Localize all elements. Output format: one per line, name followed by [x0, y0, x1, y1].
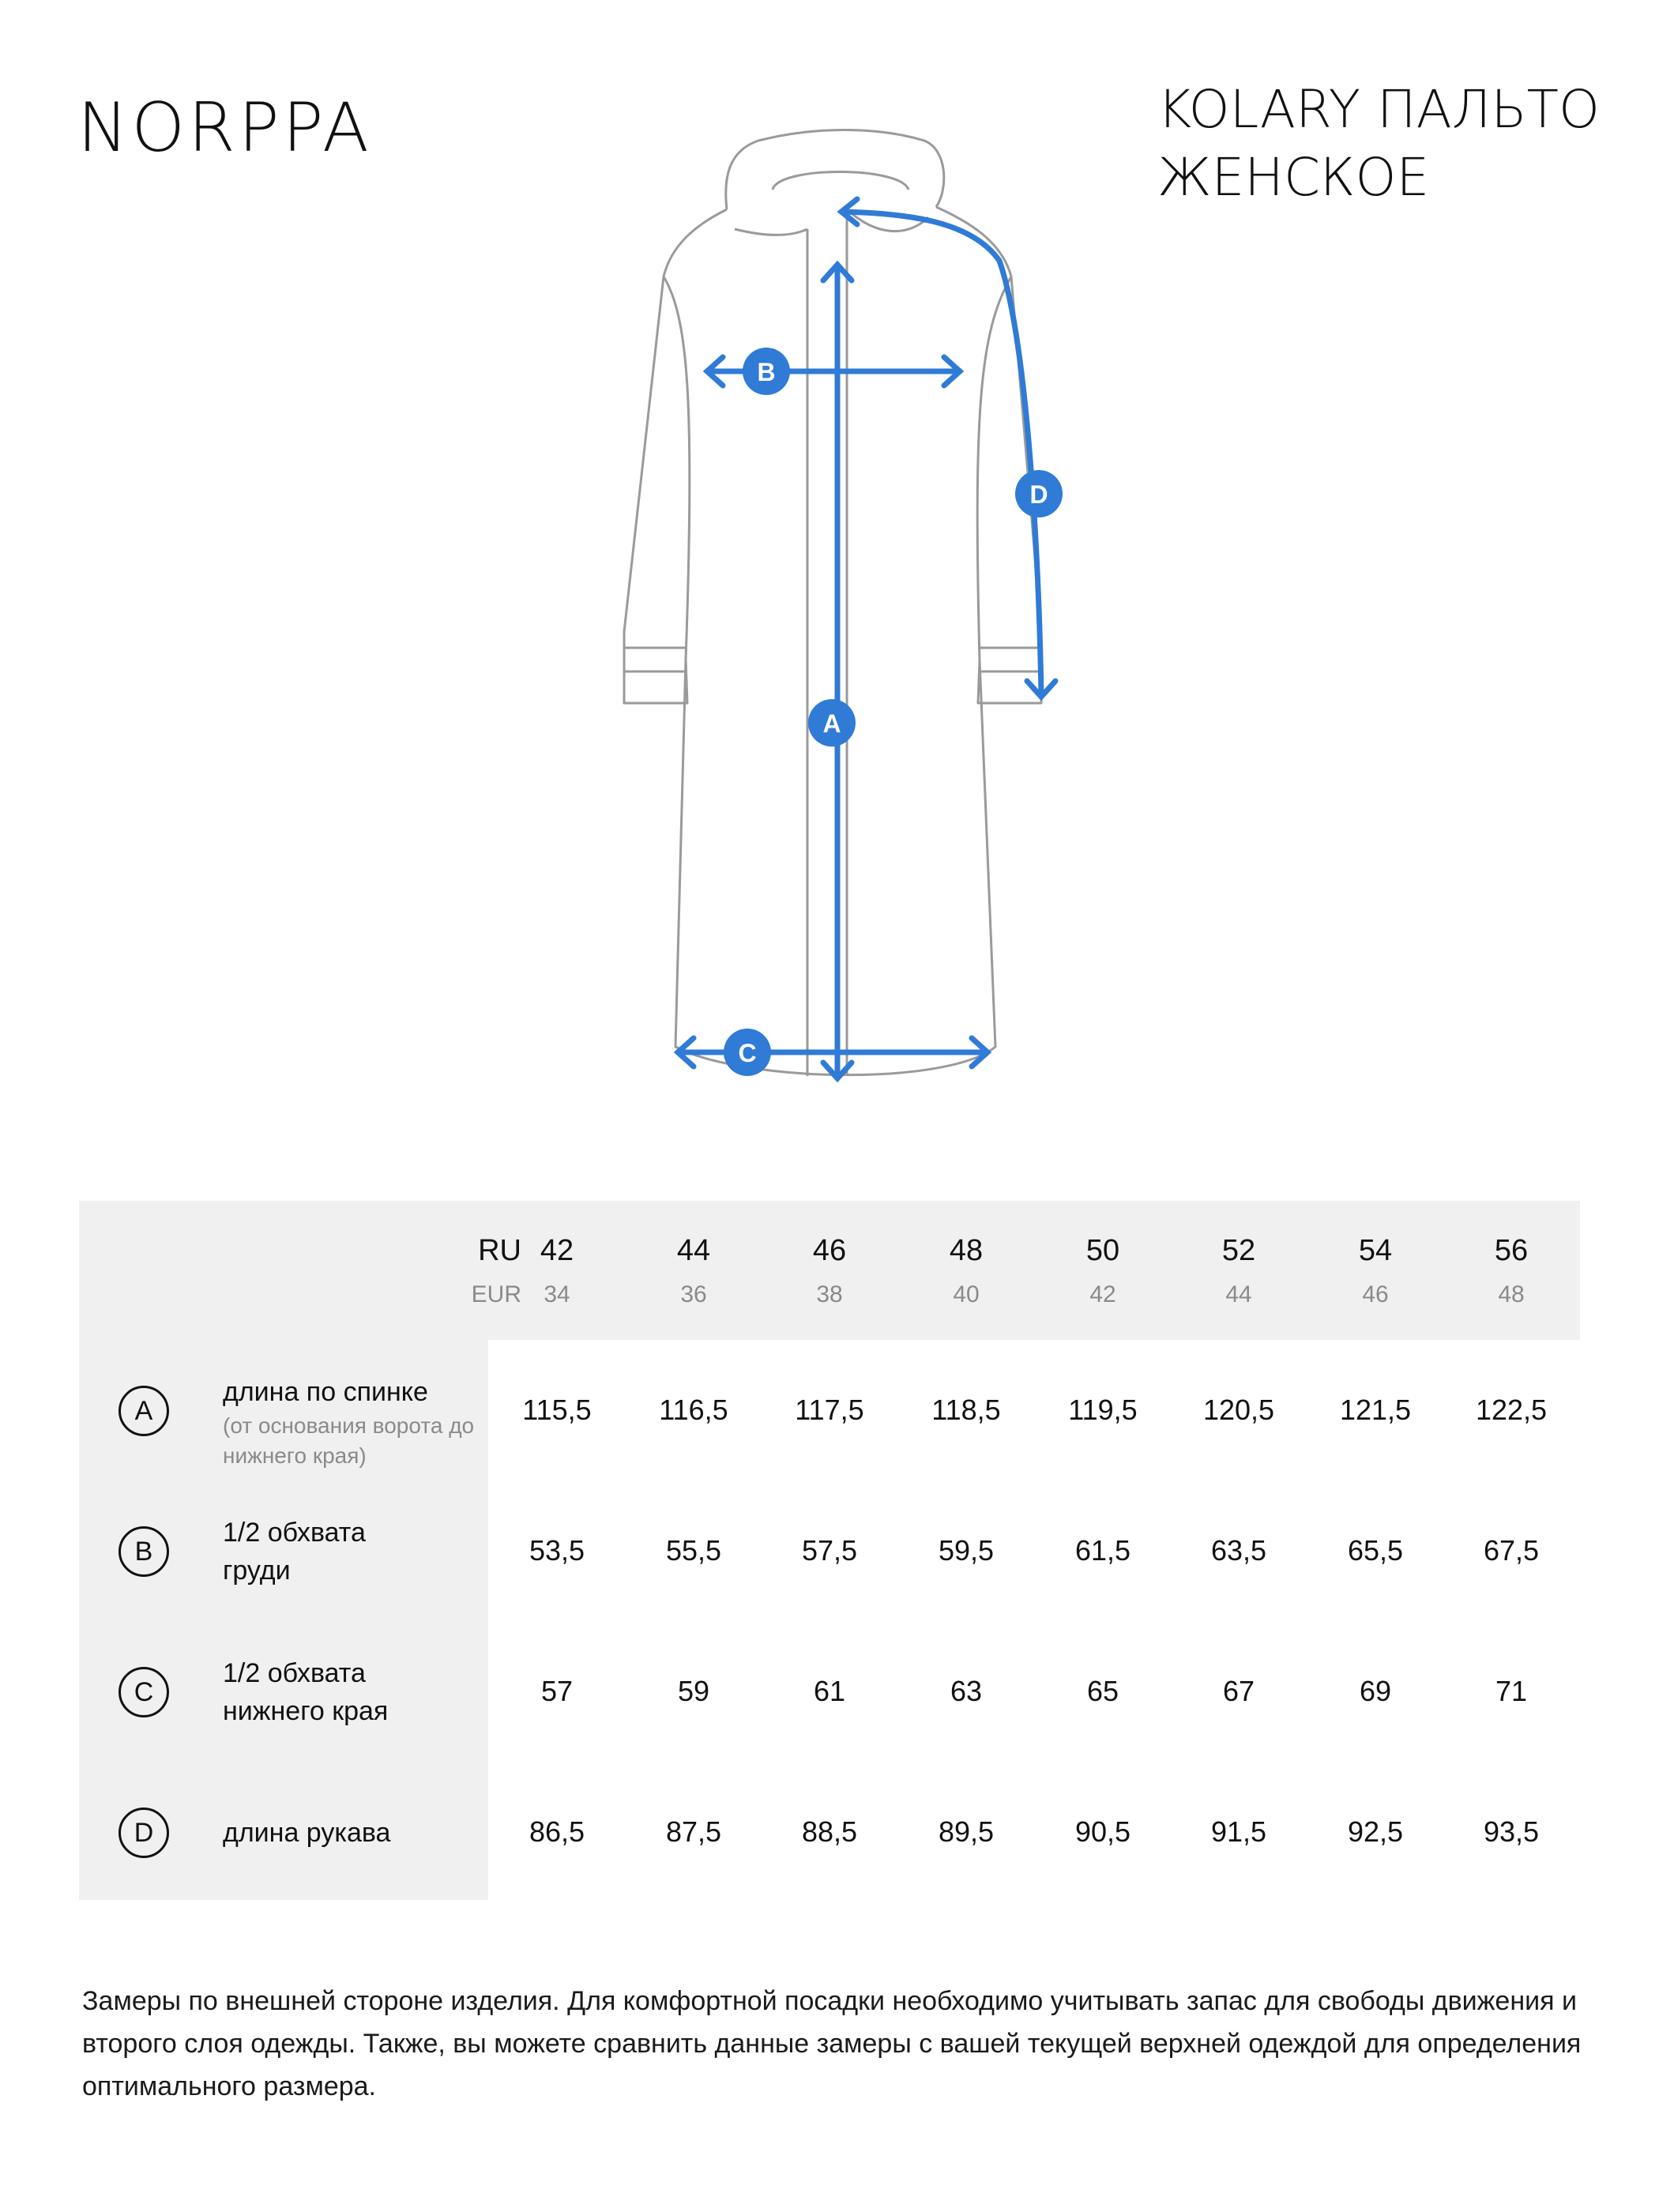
table-cell: 88,5: [801, 1815, 858, 1848]
size-eur: 36: [680, 1281, 707, 1307]
table-cell: 87,5: [665, 1815, 722, 1848]
table-cell: 122,5: [1475, 1394, 1548, 1426]
table-cell: 63,5: [1210, 1534, 1267, 1567]
size-ru: 56: [1494, 1234, 1529, 1267]
table-cell: 59,5: [938, 1534, 995, 1567]
table-cell: 89,5: [938, 1815, 995, 1848]
svg-text:D: D: [1029, 480, 1048, 509]
table-cell: 53,5: [529, 1534, 585, 1567]
size-eur: 44: [1225, 1281, 1252, 1307]
table-cell: 90,5: [1074, 1815, 1131, 1848]
table-cell: 119,5: [1068, 1394, 1138, 1426]
table-cell: 118,5: [931, 1394, 1001, 1426]
table-cell: 71: [1495, 1675, 1528, 1707]
row-badge: B: [118, 1526, 169, 1577]
table-cell: 91,5: [1210, 1815, 1267, 1848]
row-label-text: длина рукава: [223, 1818, 391, 1848]
table-row: [79, 1340, 1580, 1480]
marker-c: [724, 1029, 771, 1076]
svg-text:B: B: [757, 358, 776, 386]
table-cell: 93,5: [1483, 1815, 1540, 1848]
size-ru: 46: [812, 1234, 847, 1267]
table-cell: 116,5: [659, 1394, 728, 1426]
size-ru: 48: [949, 1234, 984, 1267]
header-eur: EUR: [471, 1281, 521, 1307]
table-cell: 61,5: [1074, 1534, 1131, 1567]
row-badge: C: [118, 1667, 169, 1717]
table-cell: 67: [1222, 1675, 1255, 1707]
table-cell: 57,5: [801, 1534, 858, 1567]
table-cell: 92,5: [1347, 1815, 1404, 1848]
table-cell: 65: [1086, 1675, 1119, 1707]
row-badge: D: [118, 1808, 169, 1858]
table-cell: 65,5: [1347, 1534, 1404, 1567]
table-cell: 120,5: [1202, 1394, 1275, 1426]
row-badge: A: [118, 1386, 169, 1436]
table-cell: 121,5: [1339, 1394, 1412, 1426]
table-cell: 69: [1359, 1675, 1392, 1707]
size-table: [79, 1201, 1580, 1900]
footnote: Замеры по внешней стороне изделия. Для комфортной посадки необходимо учитывать запас для свободы движения и второго слоя одежды. Также, вы можете сравнить данные замеры с вашей текущей верхней одеждой для определения оптимального размера.: [82, 1986, 1582, 2101]
table-row: [79, 1762, 1580, 1902]
marker-b: [743, 348, 790, 395]
table-header-bg: [79, 1201, 1580, 1340]
row-label: [223, 1814, 476, 1852]
table-row: [79, 1480, 1580, 1621]
table-cell: 61: [813, 1675, 846, 1707]
table-cell: 59: [677, 1675, 710, 1707]
table-cell: 86,5: [529, 1815, 585, 1848]
row-label: [223, 1514, 404, 1589]
header-ru: RU: [478, 1234, 521, 1267]
row-label: [223, 1654, 436, 1730]
measure-lines: [678, 199, 1055, 1078]
size-ru: 50: [1085, 1234, 1120, 1267]
svg-text:C: C: [738, 1039, 757, 1067]
row-label-text: 1/2 обхвата груди: [223, 1518, 366, 1586]
size-ru: 44: [676, 1234, 711, 1267]
marker-a: [808, 699, 856, 747]
row-label: [223, 1373, 476, 1471]
size-eur: 48: [1498, 1281, 1525, 1307]
table-cell: 57: [540, 1675, 574, 1707]
table-cell: 115,5: [522, 1394, 592, 1426]
size-ru: 42: [540, 1234, 574, 1267]
size-eur: 42: [1089, 1281, 1116, 1307]
table-row: [79, 1621, 1580, 1762]
brand-name: NORPPA: [77, 88, 372, 167]
svg-text:A: A: [822, 709, 841, 738]
row-label-text: 1/2 обхвата нижнего края: [223, 1658, 389, 1726]
size-eur: 40: [953, 1281, 980, 1307]
row-label-text: длина по спинке: [223, 1377, 428, 1407]
marker-d: [1015, 470, 1063, 517]
size-eur: 46: [1362, 1281, 1389, 1307]
table-cell: 55,5: [665, 1534, 722, 1567]
size-eur: 38: [816, 1281, 843, 1307]
page-title: KOLARY ПАЛЬТО ЖЕНСКОЕ: [1157, 79, 1600, 208]
size-eur: 34: [544, 1281, 570, 1307]
table-cell: 63: [950, 1675, 983, 1707]
table-cell: 117,5: [795, 1394, 864, 1426]
size-ru: 52: [1221, 1234, 1256, 1267]
size-ru: 54: [1358, 1234, 1393, 1267]
row-note: (от основания ворота до нижнего края): [223, 1413, 475, 1468]
table-cell: 67,5: [1483, 1534, 1540, 1567]
